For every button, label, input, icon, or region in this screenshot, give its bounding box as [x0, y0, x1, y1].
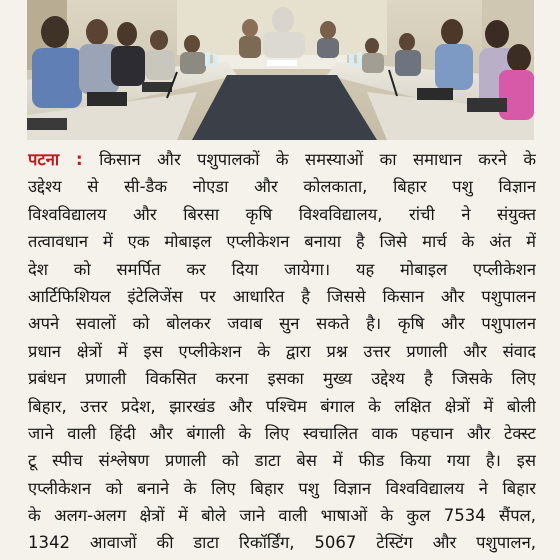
article-line: बिहार, उत्तर प्रदेश, झारखंड और पश्चिम बंगाल के लक्षित क्षेत्रों में बोली [28, 396, 536, 416]
article-line: प्रधान क्षेत्रों में इस एप्लीकेशन के द्वारा प्रश्न उत्तर प्रणाली और संवाद [28, 341, 536, 361]
article-line-text: किसान और पशुपालकों के समस्याओं का समाधान करने के [99, 150, 536, 169]
article-line: अपने सवालों को बोलकर जवाब सुन सकते है। कृषि और पशुपालन [28, 314, 536, 334]
article-line: जाने वाली हिंदी और बंगाली के लिए स्वचालित वाक पहचान और टेक्स्ट [28, 423, 536, 443]
article-line: 1342 आवाजों की डाटा रिकॉर्डिंग, 5067 टेस्टिंग और पशुपालन, [28, 533, 536, 553]
article-line [28, 146, 536, 173]
article-line: टू स्पीच संश्लेषण प्रणाली को डाटा बेस में फीड किया गया है। इस [28, 451, 536, 471]
dateline: पटना : [28, 150, 83, 169]
article-line: देश को समर्पित कर दिया जायेगा। यह मोबाइल एप्लीकेशन [28, 259, 536, 279]
article-line: एप्लीकेशन को बनाने के लिए बिहार पशु विज्ञान विश्वविद्यालय ने बिहार [28, 478, 536, 498]
article-line: आर्टिफिशियल इंटेलिजेंस पर आधारित है जिससे किसान और पशुपालन [28, 286, 536, 306]
article-line: तत्वावधान में एक मोबाइल एप्लीकेशन बनाया है जिसे मार्च के अंत में [28, 232, 536, 252]
article-line: के अलग-अलग क्षेत्रों में बोले जाने वाली भाषाओं के कुल 7534 सैंपल, [28, 506, 536, 526]
meeting-photo [27, 0, 534, 140]
article-line: प्रबंधन प्रणाली विकसित करना इसका मुख्य उद्देश्य है जिसके लिए [28, 369, 536, 389]
article-line: उद्देश्य से सी-डैक नोएडा और कोलकाता, बिहार पशु विज्ञान [28, 177, 536, 197]
article-line: विश्वविद्यालय और बिरसा कृषि विश्वविद्यालय, रांची ने संयुक्त [28, 204, 536, 224]
article-body [28, 146, 536, 557]
